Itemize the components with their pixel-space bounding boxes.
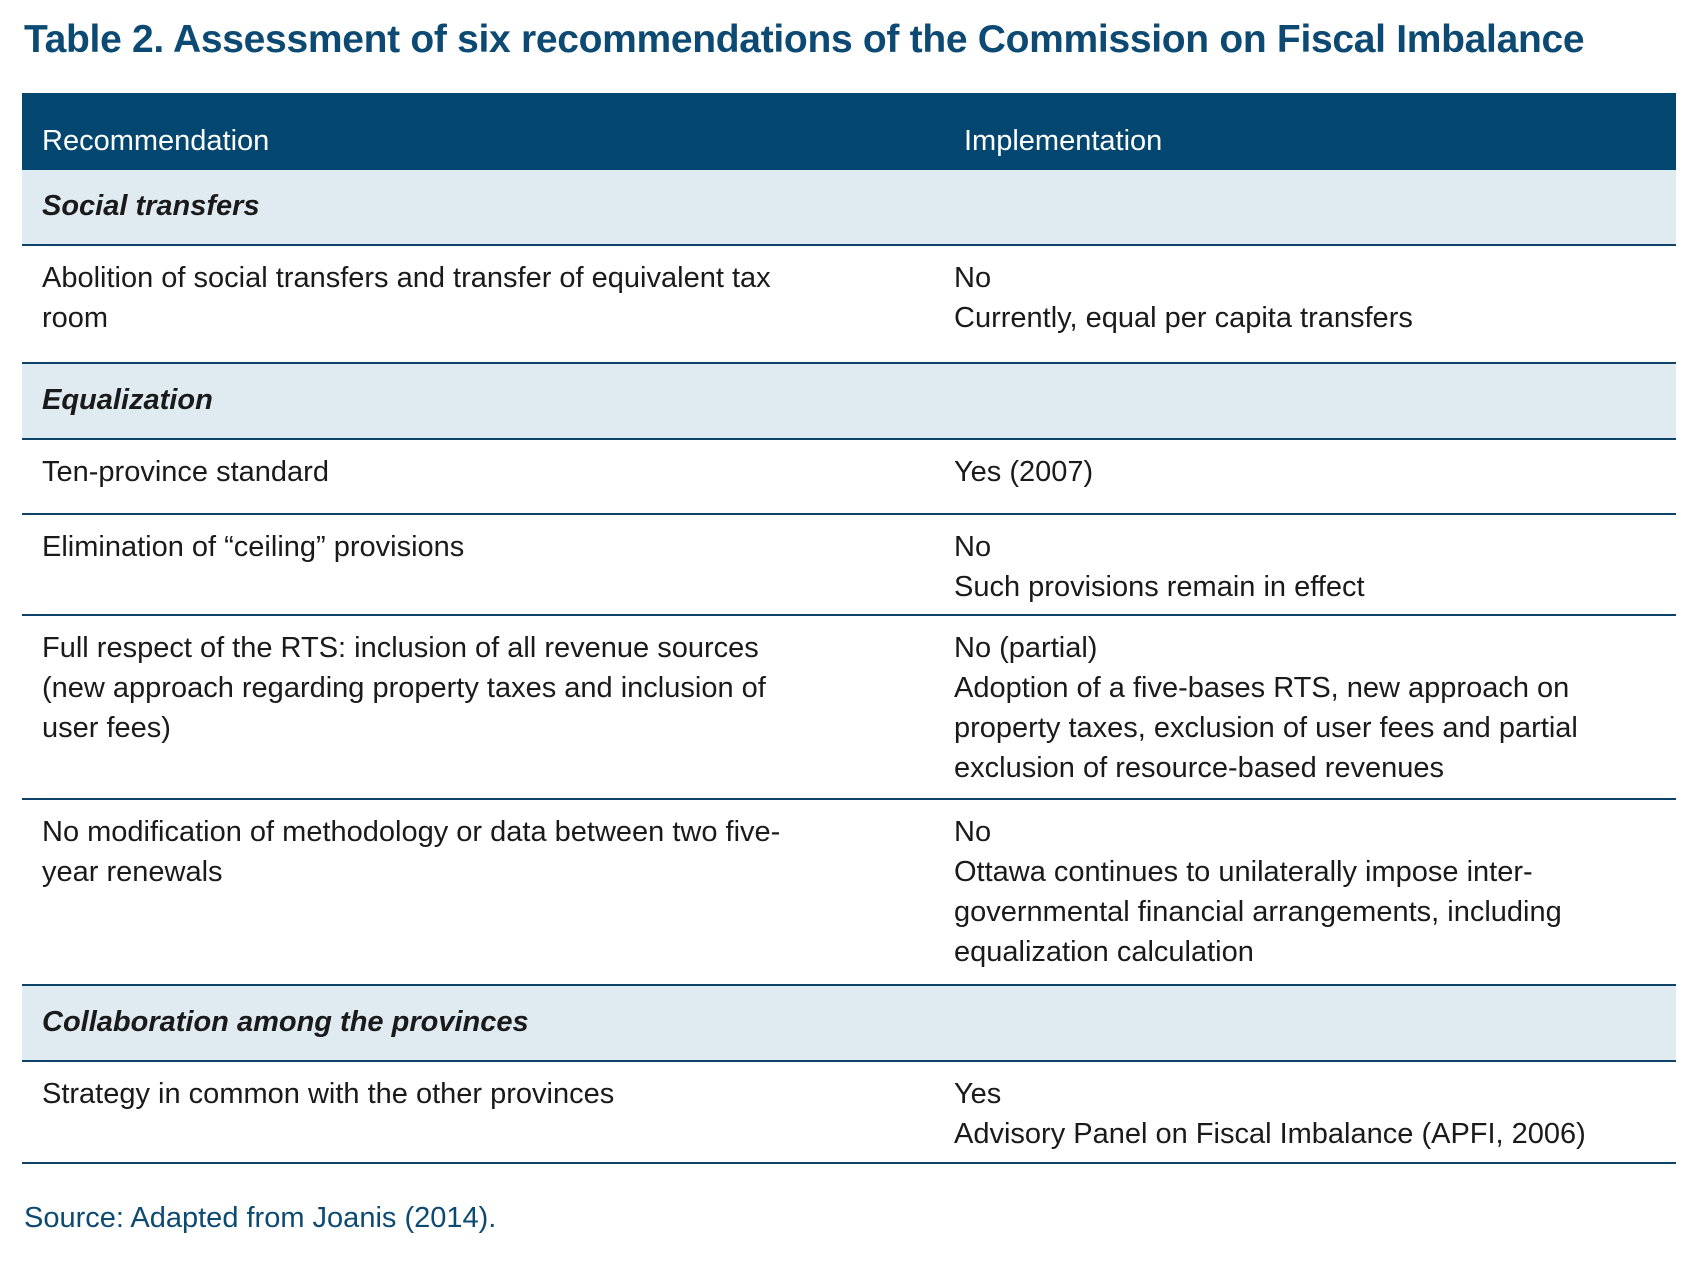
recommendation-cell [22, 616, 934, 798]
recommendation-cell [22, 440, 934, 513]
section-label: Social transfers [42, 190, 260, 222]
cell-text: Abolition of social transfers and transfer of equivalent tax [42, 262, 771, 294]
table-row [22, 800, 1676, 986]
cell-text: Such provisions remain in effect [954, 571, 1365, 603]
cell-text: Ottawa continues to unilaterally impose inter- [954, 856, 1533, 888]
cell-text: Currently, equal per capita transfers [954, 302, 1413, 334]
cell-text: room [42, 302, 109, 334]
header-implementation: Implementation [964, 125, 1163, 157]
implementation-cell [934, 246, 1676, 362]
cell-text: No [954, 262, 992, 294]
implementation-cell [934, 616, 1676, 798]
cell-text: Elimination of “ceiling” provisions [42, 531, 465, 563]
cell-text: property taxes, exclusion of user fees and partial [954, 712, 1578, 744]
cell-text: No [954, 531, 992, 563]
recommendation-cell [22, 1062, 934, 1162]
cell-text: Advisory Panel on Fiscal Imbalance (APFI, 2006) [954, 1118, 1586, 1150]
cell-text: No (partial) [954, 632, 1098, 664]
table-row [22, 616, 1676, 800]
source-note: Source: Adapted from Joanis (2014). [24, 1202, 497, 1234]
table-row [22, 440, 1676, 515]
cell-text: Full respect of the RTS: inclusion of all revenue sources [42, 632, 759, 664]
section-row-collaboration [22, 986, 1676, 1062]
cell-text: Ten-province standard [42, 456, 329, 488]
table-row [22, 515, 1676, 616]
section-row-social-transfers [22, 170, 1676, 246]
header-recommendation: Recommendation [42, 125, 270, 157]
section-label: Collaboration among the provinces [42, 1006, 529, 1038]
cell-text: user fees) [42, 712, 171, 744]
section-label: Equalization [42, 384, 213, 416]
cell-text: equalization calculation [954, 936, 1254, 968]
cell-text: year renewals [42, 856, 223, 888]
implementation-cell [934, 800, 1676, 984]
cell-text: Adoption of a five-bases RTS, new approach on [954, 672, 1570, 704]
table-title: Table 2. Assessment of six recommendations of the Commission on Fiscal Imbalance [24, 18, 1585, 61]
assessment-table [22, 93, 1676, 1164]
recommendation-cell [22, 800, 934, 984]
cell-text: exclusion of resource-based revenues [954, 752, 1445, 784]
implementation-cell [934, 440, 1676, 513]
cell-text: Yes [954, 1078, 1002, 1110]
cell-text: Strategy in common with the other provinces [42, 1078, 615, 1110]
table-row [22, 246, 1676, 364]
implementation-cell [934, 1062, 1676, 1162]
cell-text: No [954, 816, 992, 848]
implementation-cell [934, 515, 1676, 614]
table-header-row [22, 93, 1676, 170]
cell-text: governmental financial arrangements, including [954, 896, 1562, 928]
recommendation-cell [22, 246, 934, 362]
cell-text: Yes (2007) [954, 456, 1094, 488]
table-row [22, 1062, 1676, 1164]
section-row-equalization [22, 364, 1676, 440]
cell-text: (new approach regarding property taxes and inclusion of [42, 672, 766, 704]
cell-text: No modification of methodology or data between two five- [42, 816, 781, 848]
recommendation-cell [22, 515, 934, 614]
